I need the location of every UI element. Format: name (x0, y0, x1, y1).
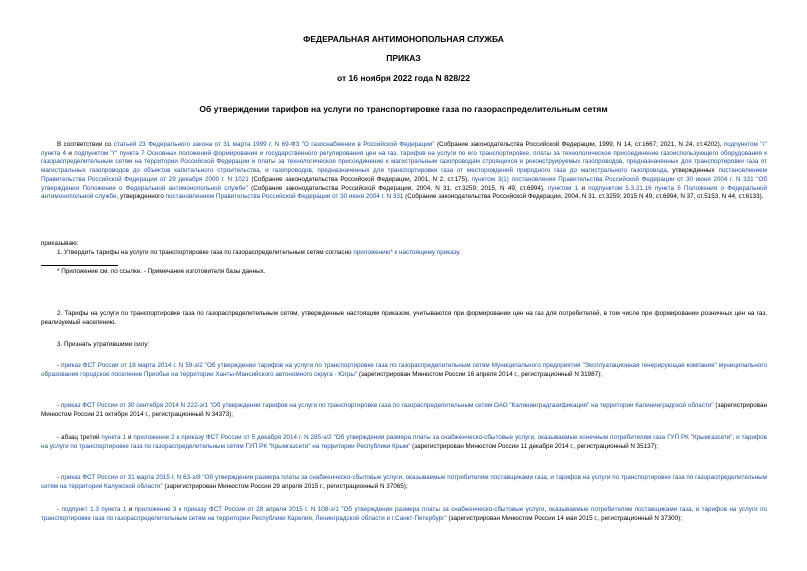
repealed-prefix: - (57, 362, 62, 369)
footnote-divider (41, 265, 118, 266)
repealed-item (41, 474, 767, 491)
clause-1-285-link[interactable]: пункта 1 (101, 434, 127, 441)
repealed-item (41, 362, 767, 379)
subclause-1-3-link[interactable]: подпункт 1.3 пункта 1 (61, 506, 127, 513)
preamble-text: , утвержденного (116, 193, 166, 201)
doc-type: ПРИКАЗ (386, 53, 421, 63)
repealed-registration: (зарегистрирован Минюстом России 14 мая 2015 г., регистрационный N 37300); (446, 514, 683, 522)
preamble-text: (Собрание законодательства Российской Федерации, 2004, N 31, ст.3259; 2015, N 49, ст.6994), (247, 184, 548, 192)
repealed-prefix: - (57, 474, 61, 481)
repealed-connector: и (126, 506, 135, 513)
subparagraph-4-link[interactable]: подпунктом "г" пункта 4 (41, 141, 767, 157)
repealed-registration: (зарегистрирован Минюстом России 16 апреля 2014 г., регистрационный N 31987); (357, 370, 602, 378)
order-285-link[interactable]: приложение 2 к приказу ФСТ России от 5 декабря 2014 г. N 285-э/2 "Об утверждении размера платы за снабженческо-сбытовые услуги, оказываемые конечным потребителям газа ГУП РК "Крымгазсети", и тарифов на услуги по транспортировке газа по газораспределительным сетям ГУП РК "Крымгазсети" на территории Республики Крым" (41, 434, 767, 450)
preamble-text: (Собрание законодательства Российской Федерации, 1999, N 14, ст.1667; 2021, N 24, ст.4202), (434, 141, 724, 148)
order-222-link[interactable]: приказ ФСТ России от 30 сентября 2014 N 222-э/1 "Об утверждении тарифов на услуги по транспортировке газа по газораспределительным сетям ОАО "Калининградгазификация" на территории Калининградской области" (60, 402, 714, 409)
repealed-prefix: - (57, 402, 61, 409)
repealed-item (41, 434, 767, 451)
preamble-text: и (578, 184, 589, 192)
repealed-prefix: - (57, 506, 62, 513)
preamble-text: (Собрание законодательства Российской Федерации, 2001, N 2, ст.175), (248, 175, 472, 183)
repealed-registration: (зарегистрирован Минюстом России 21 октября 2014 г., регистрационный N 34373); (41, 402, 767, 418)
preamble-text: , утвержденных (666, 167, 719, 175)
item-3: 3. Признать утратившими силу: (57, 341, 150, 348)
order-59-link[interactable]: приказ ФСТ России от 18 марта 2014 г. N 59-э/2 "Об утверждении тарифов на услуги по транспортировке газа по газораспределительным сетям Муниципального предприятия "Эксплуатационная генерирующая компания" муниципального образования городское поселение Приобье на территории Ханты-Мансийского автономного округа - Югры" (41, 362, 767, 378)
order-word: приказываю: (41, 240, 79, 247)
repealed-item (41, 402, 767, 419)
repealed-connector: и (126, 434, 134, 441)
doc-title: Об утверждении тарифов на услуги по транспортировке газа по газораспределительным сетям (199, 104, 608, 114)
item-1 (41, 249, 767, 258)
order-108-link[interactable]: приложение 3 к приказу ФСТ России от 28 апреля 2015 г. N 108-э/1 "Об утверждении размера платы за снабженческо-сбытовые услуги, оказываемые потребителям поставщиками газа, и тарифов на услуги по транспортировке газа по газораспределительным сетям на территории Республики Карелия, Ленинградской области и г.Санкт-Петербург" (41, 506, 767, 522)
basic-provisions-link[interactable]: подпунктом "г" пункта 7 Основных положений формирования и государственного регулирования цен на газ, тарифов на услуги по его транспортировке, платы за технологическое присоединение газоиспользующего оборудования к газораспределительным сетям на территории Российской Федерации и платы за технологическое присоединение к магистральным газопроводам строящихся и реконструируемых газопроводов, предназначенных для транспортировки газа от магистральных газопроводов до объектов капитального строительства, и газопроводов, предназначенных для транспортировки газа от месторождений природного газа до магистрального газопровода (41, 149, 767, 175)
agency-name: ФЕДЕРАЛЬНАЯ АНТИМОНОПОЛЬНАЯ СЛУЖБА (303, 34, 504, 44)
preamble-text: (Собрание законодательства Российской Федерации, 2004, N 31, ст.3259; 2015 N 49, ст.6994, N 37, ст.5153, N 44, ст.6133), (403, 193, 764, 201)
resolution-1021-link[interactable]: постановлением Правительства Российской Федерации от 29 декабря 2000 г. N 1021 (41, 167, 767, 183)
repealed-item (41, 506, 767, 523)
doc-date-number: от 16 ноября 2022 года N 828/22 (337, 73, 470, 83)
repealed-registration: (зарегистрирован Минюстом России 29 апреля 2015 г., регистрационный N 37065); (162, 482, 408, 490)
preamble-text: и (66, 149, 75, 157)
item-1-end: . (458, 249, 461, 256)
resolution-331-clause-link[interactable]: пунктом 3(1) постановления Правительства Российской Федерации от 30 июня 2004 г. N 331 "Об утверждении Положения о Федеральной антимонопольной службе" (41, 175, 768, 192)
preamble-paragraph (41, 141, 767, 202)
preamble-text: В соответствии со (57, 141, 114, 148)
repealed-prefix: - абзац третий (57, 434, 102, 441)
fas-regulation-link[interactable]: подпунктом 5.3.21.16 пункта 5 Положения о Федеральной антимонопольной службе (41, 184, 767, 201)
resolution-331-link[interactable]: постановлением Правительства Российской Федерации от 30 июня 2004 г. N 331 (165, 193, 404, 201)
footnote: * Приложение см. по ссылке. - Примечание изготовителя базы данных. (57, 268, 266, 275)
appendix-link[interactable]: приложению* к настоящему приказу (353, 249, 459, 256)
clause-1-link[interactable]: пунктом 1 (547, 184, 579, 192)
repealed-registration: (зарегистрирован Минюстом России 11 декабря 2014 г., регистрационный N 35137); (410, 442, 659, 450)
order-63-link[interactable]: приказ ФСТ России от 31 марта 2015 г. N 63-э/8 "Об утверждении размера платы за снабженческо-сбытовые услуги, оказываемые потребителям поставщиками газа, и тарифов на услуги по транспортировке газа по газораспределительным сетям на территории Калужской области" (41, 474, 767, 490)
law-69fz-link[interactable]: статьей 23 Федерального закона от 31 марта 1999 г. N 69-ФЗ "О газоснабжении в Российской Федерации" (113, 141, 435, 148)
item-1-text: 1. Утвердить тарифы на услуги по транспортировке газа по газораспределительным сетям согласно (57, 249, 354, 256)
item-2: 2. Тарифы на услуги по транспортировке газа по газораспределительным сетям, утвержденные настоящим приказом, учитываются при формировании цен на газ для потребителей, в том числе при формировании розничных цен на газ, реализуемый населению. (41, 310, 767, 326)
